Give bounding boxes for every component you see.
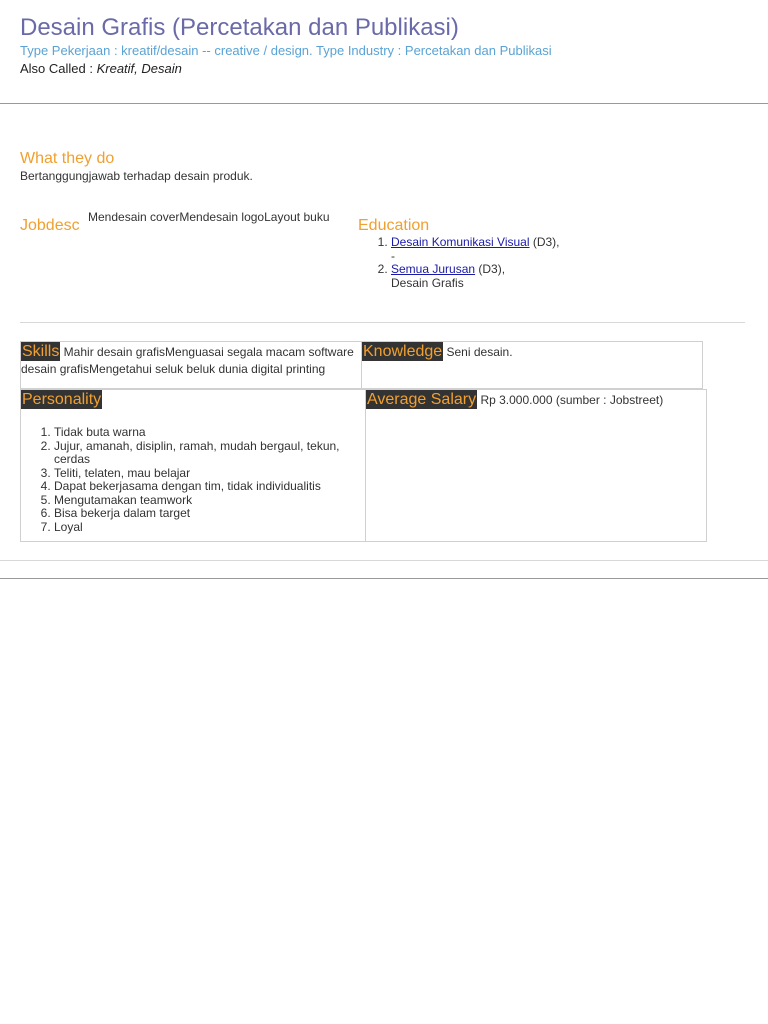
also-called-value: Kreatif, Desain [96,61,182,76]
personality-item: 3. Teliti, telaten, mau belajar [54,467,365,481]
personality-box [20,389,366,542]
what-they-do-heading: What they do [20,150,115,167]
knowledge-label: Knowledge [363,343,443,360]
knowledge-content [362,342,702,361]
personality-item: 2. Jujur, amanah, disiplin, ramah, mudah bergaul, tekun, cerdas [54,440,365,467]
education-item [391,263,651,290]
type-line: Type Pekerjaan : kreatif/desain -- creative / design. Type Industry : Percetakan dan Publikasi [20,43,552,58]
skills-content [21,342,361,377]
knowledge-text: Seni desain. [443,345,513,359]
salary-content [366,390,706,409]
personality-item: 1. Tidak buta warna [54,426,365,440]
personality-item: 6. Bisa bekerja dalam target [54,507,365,521]
what-they-do-text: Bertanggungjawab terhadap desain produk. [20,169,253,183]
salary-box [365,389,707,542]
personality-item: 5. Mengutamakan teamwork [54,494,365,508]
education-heading: Education [358,217,430,234]
header-divider [0,103,768,104]
section-divider [20,322,745,323]
skills-text: Mahir desain grafisMenguasai segala macam software desain grafisMengetahui seluk beluk dunia digital printing [21,345,354,376]
education-link-dkv[interactable]: Desain Komunikasi Visual [391,235,530,249]
personality-list [21,426,365,534]
personality-item: 4. Dapat bekerjasama dengan tim, tidak individualitis [54,480,365,494]
footer-divider-light [0,560,768,561]
page-title: Desain Grafis (Percetakan dan Publikasi) [20,14,459,41]
skills-label: Skills [22,343,60,360]
education-level: (D3), [529,235,560,249]
education-note: - [391,248,395,263]
also-called [20,61,182,76]
education-list [358,236,651,290]
salary-label: Average Salary [367,391,477,408]
education-link-semua-jurusan[interactable]: Semua Jurusan [391,262,476,276]
personality-label: Personality [22,391,102,408]
jobdesc-text: Mendesain coverMendesain logoLayout buku [88,210,330,224]
personality-item: 7. Loyal [54,521,365,535]
knowledge-box [361,341,703,389]
skills-box [20,341,362,389]
education-item [391,236,651,263]
also-called-label: Also Called : [20,61,97,76]
education-note: Desain Grafis [391,275,464,290]
salary-text: Rp 3.000.000 (sumber : Jobstreet) [477,393,664,407]
jobdesc-heading: Jobdesc [20,217,80,234]
personality-header [21,390,365,409]
footer-divider [0,578,768,579]
education-level: (D3), [475,262,506,276]
